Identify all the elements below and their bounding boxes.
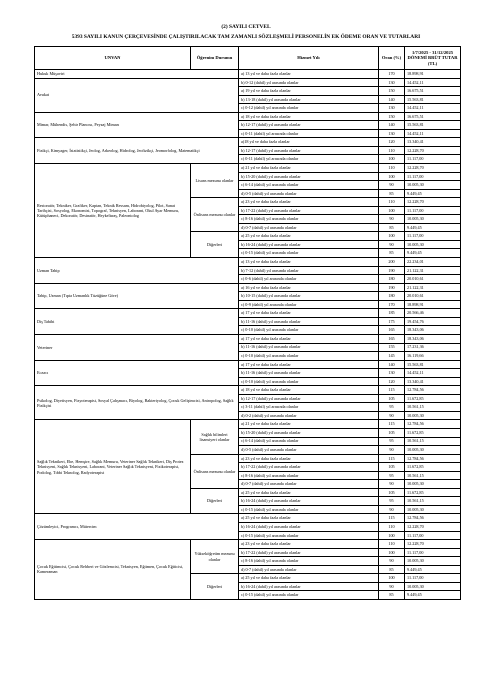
hizmet-cell: a) 13 yıl ve daha fazla olanlar [239, 258, 379, 267]
table-row [35, 164, 461, 173]
tutar-cell: 15.563,81 [405, 95, 461, 104]
tutar-cell: 10.005,30 [405, 446, 461, 455]
table-row [35, 258, 461, 267]
hizmet-cell: c) 0-9 (dahil) yıl arasında olanlar [239, 300, 379, 309]
table-row [35, 138, 461, 147]
oran-cell: 90 [379, 582, 405, 591]
hizmet-cell: a) 25 yıl ve daha fazla olanlar [239, 514, 379, 523]
oran-cell: 105 [379, 488, 405, 497]
unvan-cell: Çözümleyici, Programcı, Mütercim [35, 514, 239, 540]
oran-cell: 115 [379, 420, 405, 429]
oran-cell: 90 [379, 411, 405, 420]
hizmet-cell: b) 12-17 (dahil) yıl arasında olanlar [239, 394, 379, 403]
unvan-cell: Psikolog, Diyetisyen, Fizyoterapist, Sosyal Çalışmacı, Biyolog, Bakteriyolog, Çocuk Gelişimcisi, Antropolog, Sağlık Fizikçisi [35, 386, 239, 420]
hizmet-cell: b) 0-12 (dahil) yıl arasında olanlar [239, 78, 379, 87]
unvan-cell: Sağlık Teknikeri, Ebe, Hemşire, Sağlık Memuru, Veteriner Sağlık Teknikeri, Diş Protez Teknisyeni, Sağlık Teknisyeni, Laborant, Veteriner Sağlık Teknisyeni, Fizikoterapist, Podolog, Tıbbi Teknolog, Radyoterapist [35, 420, 191, 514]
hizmet-cell: a) 13 yıl ve daha fazla olanlar [239, 70, 379, 79]
tutar-cell: 14.452,11 [405, 369, 461, 378]
oran-cell: 100 [379, 155, 405, 164]
tutar-cell: 10.561,15 [405, 437, 461, 446]
tutar-cell: 16.119,66 [405, 352, 461, 361]
tutar-cell: 9.449,45 [405, 565, 461, 574]
oran-cell: 85 [379, 223, 405, 232]
hizmet-cell: a) 18 yıl ve daha fazla olanlar [239, 112, 379, 121]
oran-cell: 130 [379, 129, 405, 138]
oran-cell: 120 [379, 377, 405, 386]
table-row [35, 78, 461, 87]
hizmet-cell: b) 16-24 (dahil) yıl arasında olanlar [239, 240, 379, 249]
hizmet-cell: c) 0-15 (dahil) yıl arasında olanlar [239, 505, 379, 514]
hizmet-cell: c) 0-15 (dahil) yıl arasında olanlar [239, 591, 379, 600]
document-title: (2) SAYILI CETVEL [221, 24, 271, 30]
tutar-cell: 20.566,46 [405, 309, 461, 318]
oran-cell: 140 [379, 360, 405, 369]
unvan-cell: Mimar, Mühendis, Şehir Plancısı, Peyzaj Mimarı [35, 112, 239, 138]
oran-cell: 185 [379, 309, 405, 318]
hizmet-cell: d) 0-5 (dahil) yıl arasında olanlar [239, 189, 379, 198]
tutar-cell: 11.117,00 [405, 574, 461, 583]
hizmet-cell: a) 17 yıl ve daha fazla olanlar [239, 309, 379, 318]
table-row [35, 309, 461, 318]
hizmet-cell: c) 6-14 (dahil) yıl arasında olanlar [239, 437, 379, 446]
hizmet-cell: a) 17 yıl ve daha fazla olanlar [239, 360, 379, 369]
oran-cell: 95 [379, 471, 405, 480]
col-hizmet: Hizmet Yılı [239, 47, 379, 70]
unvan-cell: Uzman Tabip [35, 258, 239, 284]
unvan-cell: Diş Tabibi [35, 309, 239, 335]
hizmet-cell: c) 8-16 (dahil) yıl arasında olanlar [239, 557, 379, 566]
hizmet-cell: c) 0-11 (dahil) yıl arasında olanlar [239, 155, 379, 164]
table-row [35, 420, 461, 429]
tutar-cell: 11.672,85 [405, 394, 461, 403]
oran-cell: 105 [379, 463, 405, 472]
hizmet-cell: a) 25 yıl ve daha fazla olanlar [239, 574, 379, 583]
oran-cell: 95 [379, 437, 405, 446]
hizmet-cell: b) 11-16 (dahil) yıl arasında olanlar [239, 317, 379, 326]
oran-cell: 180 [379, 292, 405, 301]
hizmet-cell: d) 0-7 (dahil) yıl arasında olanlar [239, 565, 379, 574]
oran-cell: 100 [379, 172, 405, 181]
hizmet-cell: b) 13-18 (dahil) yıl arasında olanlar [239, 95, 379, 104]
hizmet-cell: a) 21 yıl ve daha fazla olanlar [239, 420, 379, 429]
table-row [35, 540, 461, 549]
tutar-cell: 12.784,56 [405, 514, 461, 523]
tutar-cell: 21.122,31 [405, 266, 461, 275]
rates-table [34, 46, 461, 600]
oran-cell: 100 [379, 531, 405, 540]
ogrenim-cell: Diğerleri [191, 574, 239, 600]
ogrenim-cell: Önlisans mezunu olanlar [191, 454, 239, 488]
oran-cell: 110 [379, 146, 405, 155]
oran-cell: 170 [379, 300, 405, 309]
hizmet-cell: c) 8-16 (dahil) yıl arasında olanlar [239, 471, 379, 480]
hizmet-cell: c) 8-16 (dahil) yıl arasında olanlar [239, 215, 379, 224]
unvan-cell: Tabip, Uzman (Tıpta Uzmanlık Tüzüğüne Göre) [35, 283, 239, 309]
hizmet-cell: b) 15-20 (dahil) yıl arasında olanlar [239, 428, 379, 437]
hizmet-cell: b) 11-16 (dahil) yıl arasında olanlar [239, 369, 379, 378]
oran-cell: 85 [379, 189, 405, 198]
hizmet-cell: d) 0-5 (dahil) yıl arasında olanlar [239, 446, 379, 455]
tutar-cell: 10.005,30 [405, 181, 461, 190]
hizmet-cell: c) 0-10 (dahil) yıl arasında olanlar [239, 377, 379, 386]
oran-cell: 190 [379, 283, 405, 292]
tutar-cell: 21.122,31 [405, 283, 461, 292]
tutar-cell: 12.784,56 [405, 420, 461, 429]
unvan-cell: Restoratör, Tekniker, Grafiker, Kaptan, Teknik Ressam, Hidrobiyolog, Pilot, Sanat Tarihçisi, Sosyolog, Ekonomist, Topograf, Teknisyen, Laborant, Okul Ayar Memuru, Kütüphaneci, Dekoratör, Desinatör, Heykeltıraş, Paleontolog [35, 164, 191, 258]
hizmet-cell: b) 10-15 (dahil) yıl arasında olanlar [239, 292, 379, 301]
tutar-cell: 18.898,91 [405, 300, 461, 309]
hizmet-cell: c) 6-14 (dahil) yıl arasında olanlar [239, 181, 379, 190]
oran-cell: 90 [379, 240, 405, 249]
oran-cell: 85 [379, 565, 405, 574]
tutar-cell: 13.340,41 [405, 377, 461, 386]
oran-cell: 115 [379, 386, 405, 395]
tutar-cell: 15.563,81 [405, 121, 461, 130]
oran-cell: 90 [379, 557, 405, 566]
tutar-cell: 10.005,30 [405, 582, 461, 591]
tutar-cell: 13.340,41 [405, 138, 461, 147]
tutar-cell: 12.228,70 [405, 522, 461, 531]
table-body [35, 70, 461, 600]
tutar-cell: 10.005,30 [405, 505, 461, 514]
col-oran: Oran (%) [379, 47, 405, 70]
hizmet-cell: c) 3-11 (dahil) yıl arasında olanlar [239, 403, 379, 412]
tutar-cell: 12.228,70 [405, 164, 461, 173]
hizmet-cell: c) 0-10 (dahil) yıl arasında olanlar [239, 326, 379, 335]
tutar-cell: 12.228,70 [405, 198, 461, 207]
ogrenim-cell: Sağlık bilimleri lisansiyeri olanlar [191, 420, 239, 454]
table-row [35, 334, 461, 343]
hizmet-cell: d) 0-7 (dahil) yıl arasında olanlar [239, 223, 379, 232]
ogrenim-cell: Önlisans mezunu olanlar [191, 198, 239, 232]
oran-cell: 145 [379, 352, 405, 361]
unvan-cell: Avukat [35, 78, 239, 112]
oran-cell: 155 [379, 343, 405, 352]
tutar-cell: 11.117,00 [405, 531, 461, 540]
hizmet-cell: b) 15-20 (dahil) yıl arasında olanlar [239, 172, 379, 181]
oran-cell: 165 [379, 326, 405, 335]
tutar-cell: 10.005,30 [405, 215, 461, 224]
tutar-cell: 20.010,61 [405, 275, 461, 284]
tutar-cell: 12.228,70 [405, 146, 461, 155]
oran-cell: 90 [379, 446, 405, 455]
document-subtitle: 5393 SAYILI KANUN ÇERÇEVESİNDE ÇALIŞTIRILACAK TAM ZAMANLI SÖZLEŞMELİ PERSONELİN EK ÖDEME ORAN VE TUTARLARI [71, 34, 421, 40]
table-header-row [35, 47, 461, 70]
unvan-cell: Eczacı [35, 360, 239, 386]
tutar-cell: 16.675,51 [405, 87, 461, 96]
hizmet-cell: b) 17-22 (dahil) yıl arasında olanlar [239, 206, 379, 215]
tutar-cell: 18.898,91 [405, 70, 461, 79]
oran-cell: 120 [379, 138, 405, 147]
tutar-cell: 14.452,11 [405, 78, 461, 87]
oran-cell: 100 [379, 574, 405, 583]
oran-cell: 110 [379, 522, 405, 531]
oran-cell: 110 [379, 540, 405, 549]
hizmet-cell: a) 16 yıl ve daha fazla olanlar [239, 283, 379, 292]
oran-cell: 190 [379, 266, 405, 275]
hizmet-cell: a) 25 yıl ve daha fazla olanlar [239, 232, 379, 241]
hizmet-cell: a) 23 yıl ve daha fazla olanlar [239, 540, 379, 549]
tutar-cell: 18.343,06 [405, 326, 461, 335]
tutar-cell: 10.561,15 [405, 471, 461, 480]
tutar-cell: 9.449,45 [405, 223, 461, 232]
hizmet-cell: c) 0-10 (dahil) yıl arasında olanlar [239, 352, 379, 361]
hizmet-cell: b) 12-17 (dahil) yıl arasında olanlar [239, 146, 379, 155]
tutar-cell: 11.117,00 [405, 232, 461, 241]
oran-cell: 115 [379, 514, 405, 523]
col-unvan: UNVAN [35, 47, 191, 70]
hizmet-cell: d) 0-7 (dahil) yıl arasında olanlar [239, 480, 379, 489]
tutar-cell: 11.672,85 [405, 488, 461, 497]
hizmet-cell: b) 16-24 (dahil) yıl arasında olanlar [239, 582, 379, 591]
tutar-cell: 12.228,70 [405, 540, 461, 549]
oran-cell: 140 [379, 95, 405, 104]
ogrenim-cell: Diğerleri [191, 232, 239, 258]
oran-cell: 165 [379, 334, 405, 343]
unvan-cell: Fizikçi, Kimyager, İstatistikçi, Jeolog, Arkeolog, Hidrolog, Jeofizikçi, Jeomorfolog, Matematikçi [35, 138, 239, 164]
unvan-cell: Veteriner [35, 334, 239, 360]
table-row [35, 514, 461, 523]
hizmet-cell: b) 16-24 (dahil) yıl arasında olanlar [239, 522, 379, 531]
oran-cell: 90 [379, 480, 405, 489]
oran-cell: 100 [379, 232, 405, 241]
hizmet-cell: c) 0-15 (dahil) yıl arasında olanlar [239, 531, 379, 540]
tutar-cell: 16.675,51 [405, 112, 461, 121]
tutar-cell: 11.117,00 [405, 155, 461, 164]
oran-cell: 150 [379, 87, 405, 96]
ogrenim-cell: Diğerleri [191, 488, 239, 514]
tutar-cell: 10.005,30 [405, 240, 461, 249]
oran-cell: 95 [379, 403, 405, 412]
table-row [35, 360, 461, 369]
tutar-cell: 9.449,45 [405, 591, 461, 600]
table-row [35, 283, 461, 292]
hizmet-cell: a)18 yıl ve daha fazla olanlar [239, 138, 379, 147]
oran-cell: 90 [379, 215, 405, 224]
col-ogrenim: Öğrenim Durumu [191, 47, 239, 70]
oran-cell: 85 [379, 249, 405, 258]
hizmet-cell: a) 23 yıl ve daha fazla olanlar [239, 198, 379, 207]
oran-cell: 130 [379, 369, 405, 378]
hizmet-cell: b) 17-22 (dahil) yıl arasında olanlar [239, 463, 379, 472]
oran-cell: 175 [379, 317, 405, 326]
table-row [35, 70, 461, 79]
tutar-cell: 12.784,56 [405, 386, 461, 395]
tutar-cell: 10.561,15 [405, 497, 461, 506]
hizmet-cell: a) 25 yıl ve daha fazla olanlar [239, 488, 379, 497]
hizmet-cell: a) 21 yıl ve daha fazla olanlar [239, 164, 379, 173]
tutar-cell: 14.452,11 [405, 104, 461, 113]
oran-cell: 150 [379, 112, 405, 121]
hizmet-cell: a) 19 yıl ve daha fazla olanlar [239, 87, 379, 96]
hizmet-cell: a) 17 yıl ve daha fazla olanlar [239, 334, 379, 343]
oran-cell: 110 [379, 164, 405, 173]
oran-cell: 90 [379, 505, 405, 514]
oran-cell: 180 [379, 275, 405, 284]
oran-cell: 105 [379, 394, 405, 403]
tutar-cell: 9.449,45 [405, 189, 461, 198]
tutar-cell: 14.452,11 [405, 129, 461, 138]
tutar-cell: 11.117,00 [405, 548, 461, 557]
hizmet-cell: c) 0-12 (dahil) yıl arasında olanlar [239, 104, 379, 113]
tutar-cell: 12.784,56 [405, 454, 461, 463]
tutar-cell: 20.010,61 [405, 292, 461, 301]
unvan-cell: Çocuk Eğitimcisi, Çocuk Rehberi ve Gözlemcisi, Teknisyen, Eğitmen, Çocuk Eğiticisi, Kameraman [35, 540, 191, 600]
hizmet-cell: c) 0-6 (dahil) yıl arasında olanlar [239, 275, 379, 284]
oran-cell: 130 [379, 104, 405, 113]
tutar-cell: 15.563,81 [405, 360, 461, 369]
tutar-cell: 11.117,00 [405, 172, 461, 181]
hizmet-cell: b) 12-17 (dahil) yıl arasında olanlar [239, 121, 379, 130]
oran-cell: 200 [379, 258, 405, 267]
oran-cell: 140 [379, 121, 405, 130]
tutar-cell: 10.005,30 [405, 411, 461, 420]
hizmet-cell: c) 0-15 (dahil) yıl arasında olanlar [239, 249, 379, 258]
table-row [35, 112, 461, 121]
hizmet-cell: d) 0-2 (dahil) yıl arasında olanlar [239, 411, 379, 420]
tutar-cell: 10.005,30 [405, 557, 461, 566]
oran-cell: 100 [379, 548, 405, 557]
oran-cell: 90 [379, 181, 405, 190]
tutar-cell: 17.231,36 [405, 343, 461, 352]
oran-cell: 130 [379, 78, 405, 87]
hizmet-cell: a) 18 yıl ve daha fazla olanlar [239, 386, 379, 395]
oran-cell: 95 [379, 497, 405, 506]
ogrenim-cell: Yükseköğretim mezunu olanlar [191, 540, 239, 574]
tutar-cell: 10.561,15 [405, 403, 461, 412]
col-tutar: 1/7/2025 - 31/12/2025 DÖNEMİ BRÜT TUTAR (TL) [405, 47, 461, 70]
tutar-cell: 11.672,85 [405, 428, 461, 437]
tutar-cell: 18.343,06 [405, 334, 461, 343]
hizmet-cell: c) 0-11 (dahil) yıl arasında olanlar [239, 129, 379, 138]
oran-cell: 100 [379, 206, 405, 215]
unvan-cell: Hukuk Müşaviri [35, 70, 239, 79]
oran-cell: 85 [379, 591, 405, 600]
tutar-cell: 22.234,01 [405, 258, 461, 267]
hizmet-cell: b) 11-16 (dahil) yıl arasında olanlar [239, 343, 379, 352]
oran-cell: 170 [379, 70, 405, 79]
hizmet-cell: b) 7-12 (dahil) yıl arasında olanlar [239, 266, 379, 275]
hizmet-cell: b) 17-22 (dahil) yıl arasında olanlar [239, 548, 379, 557]
table-row [35, 386, 461, 395]
oran-cell: 110 [379, 198, 405, 207]
oran-cell: 105 [379, 428, 405, 437]
tutar-cell: 10.005,30 [405, 480, 461, 489]
tutar-cell: 11.672,85 [405, 463, 461, 472]
hizmet-cell: b) 16-24 (dahil) yıl arasında olanlar [239, 497, 379, 506]
tutar-cell: 9.449,45 [405, 249, 461, 258]
tutar-cell: 11.117,00 [405, 206, 461, 215]
ogrenim-cell: Lisans mezunu olanlar [191, 164, 239, 198]
tutar-cell: 19.454,76 [405, 317, 461, 326]
hizmet-cell: a) 23 yıl ve daha fazla olanlar [239, 454, 379, 463]
oran-cell: 115 [379, 454, 405, 463]
